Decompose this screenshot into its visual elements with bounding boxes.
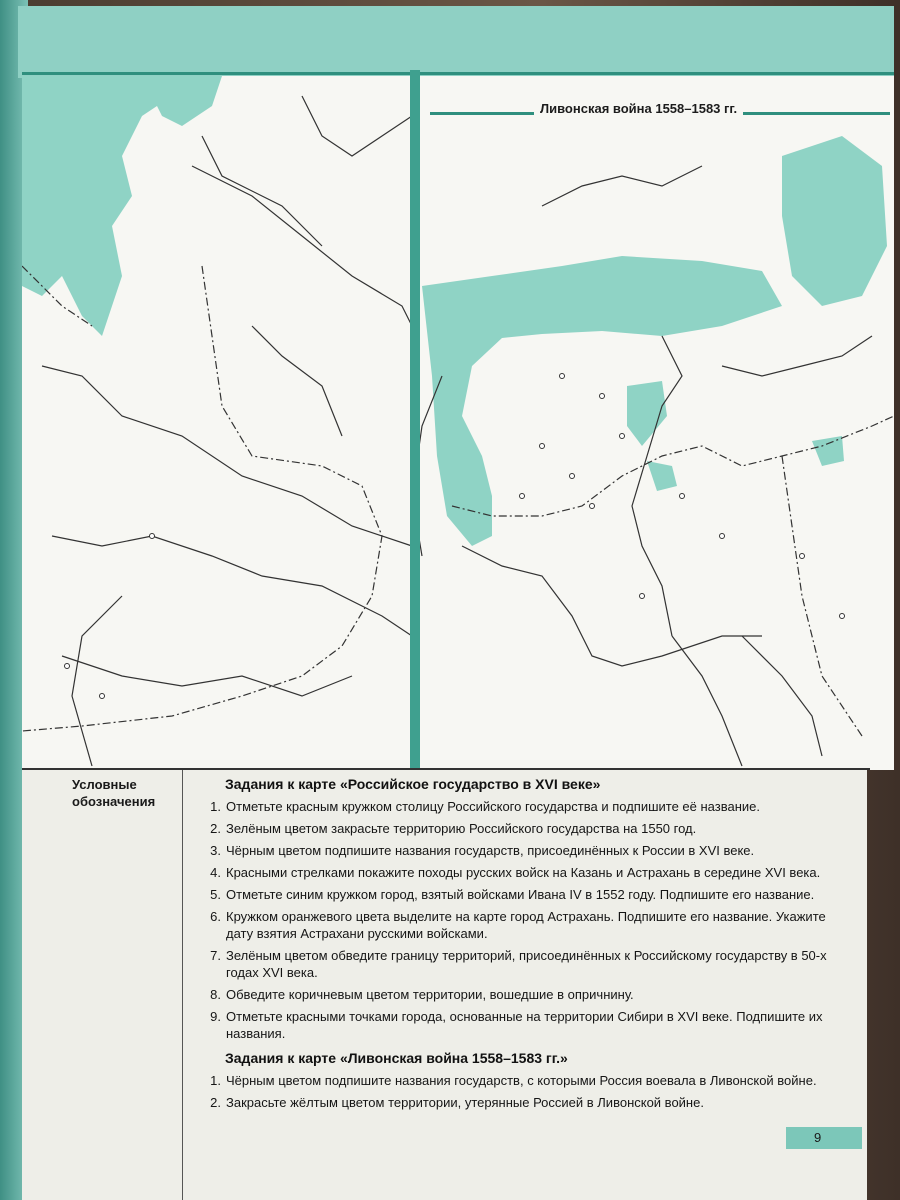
task-number: 1.: [210, 1073, 221, 1088]
task-number: 6.: [210, 909, 221, 924]
task-text: Обведите коричневым цветом территории, вошедшие в опричнину.: [226, 987, 634, 1002]
right-map-lake-1: [627, 381, 667, 446]
tasks-panel: [22, 770, 867, 1200]
section1-heading: Задания к карте «Российское государство в XVI веке»: [225, 776, 601, 792]
page-number: 9: [814, 1130, 822, 1145]
task-text: Отметьте красным кружком столицу Российского государства и подпишите её название.: [226, 799, 760, 814]
task-item: [197, 886, 837, 903]
task-item: [197, 820, 837, 837]
task-text: Отметьте красными точками города, основанные на территории Сибири в XVI веке. Подпишите их названия.: [226, 1009, 823, 1041]
task-text: Красными стрелками покажите походы русских войск на Казань и Астрахань в середине XVI века.: [226, 865, 821, 880]
livonian-war-map-title: Ливонская война 1558–1583 гг.: [534, 101, 743, 116]
contour-maps: [22, 76, 894, 770]
task-item: [197, 864, 837, 881]
map-divider: [410, 70, 420, 770]
task-text: Зелёным цветом обведите границу территорий, присоединённых к Российскому государству в 50-х годах XVI века.: [226, 948, 827, 980]
task-text: Чёрным цветом подпишите названия государств, с которыми Россия воевала в Ливонской войне.: [226, 1073, 817, 1088]
page-header-band: [18, 6, 894, 78]
task-text: Кружком оранжевого цвета выделите на карте город Астрахань. Подпишите его название. Укажите дату взятия Астрахани русскими войсками.: [226, 909, 826, 941]
task-number: 7.: [210, 948, 221, 963]
task-number: 2.: [210, 1095, 221, 1110]
task-item: [197, 947, 837, 981]
task-number: 1.: [210, 799, 221, 814]
right-map-sea: [422, 256, 782, 546]
task-number: 8.: [210, 987, 221, 1002]
task-item: [197, 798, 837, 815]
right-map-lake-3: [812, 436, 844, 466]
task-item: [197, 1072, 837, 1089]
map-top-rule: [22, 72, 894, 75]
task-number: 5.: [210, 887, 221, 902]
task-item: [197, 908, 837, 942]
task-number: 4.: [210, 865, 221, 880]
section2-heading: Задания к карте «Ливонская война 1558–1583 гг.»: [225, 1050, 568, 1066]
right-map-lake-2: [647, 461, 677, 491]
task-number: 2.: [210, 821, 221, 836]
task-text: Отметьте синим кружком город, взятый войсками Ивана IV в 1552 году. Подпишите его название.: [226, 887, 815, 902]
task-item: [197, 1008, 837, 1042]
legend-box: [32, 770, 183, 1200]
task-number: 3.: [210, 843, 221, 858]
task-text: Зелёным цветом закрасьте территорию Российского государства на 1550 год.: [226, 821, 697, 836]
right-map-bay: [782, 136, 887, 306]
task-item: [197, 842, 837, 859]
left-map-sea: [22, 76, 172, 336]
task-text: Чёрным цветом подпишите названия государств, присоединённых к России в XVI веке.: [226, 843, 755, 858]
task-text: Закрасьте жёлтым цветом территории, утерянные Россией в Ливонской войне.: [226, 1095, 704, 1110]
map-drawing: [22, 76, 894, 770]
legend-title: Условные обозначения: [72, 777, 156, 809]
task-item: [197, 986, 837, 1003]
tasks-list: [197, 774, 837, 1116]
task-number: 9.: [210, 1009, 221, 1024]
task-item: [197, 1094, 837, 1111]
page-number-tab: [786, 1127, 862, 1149]
